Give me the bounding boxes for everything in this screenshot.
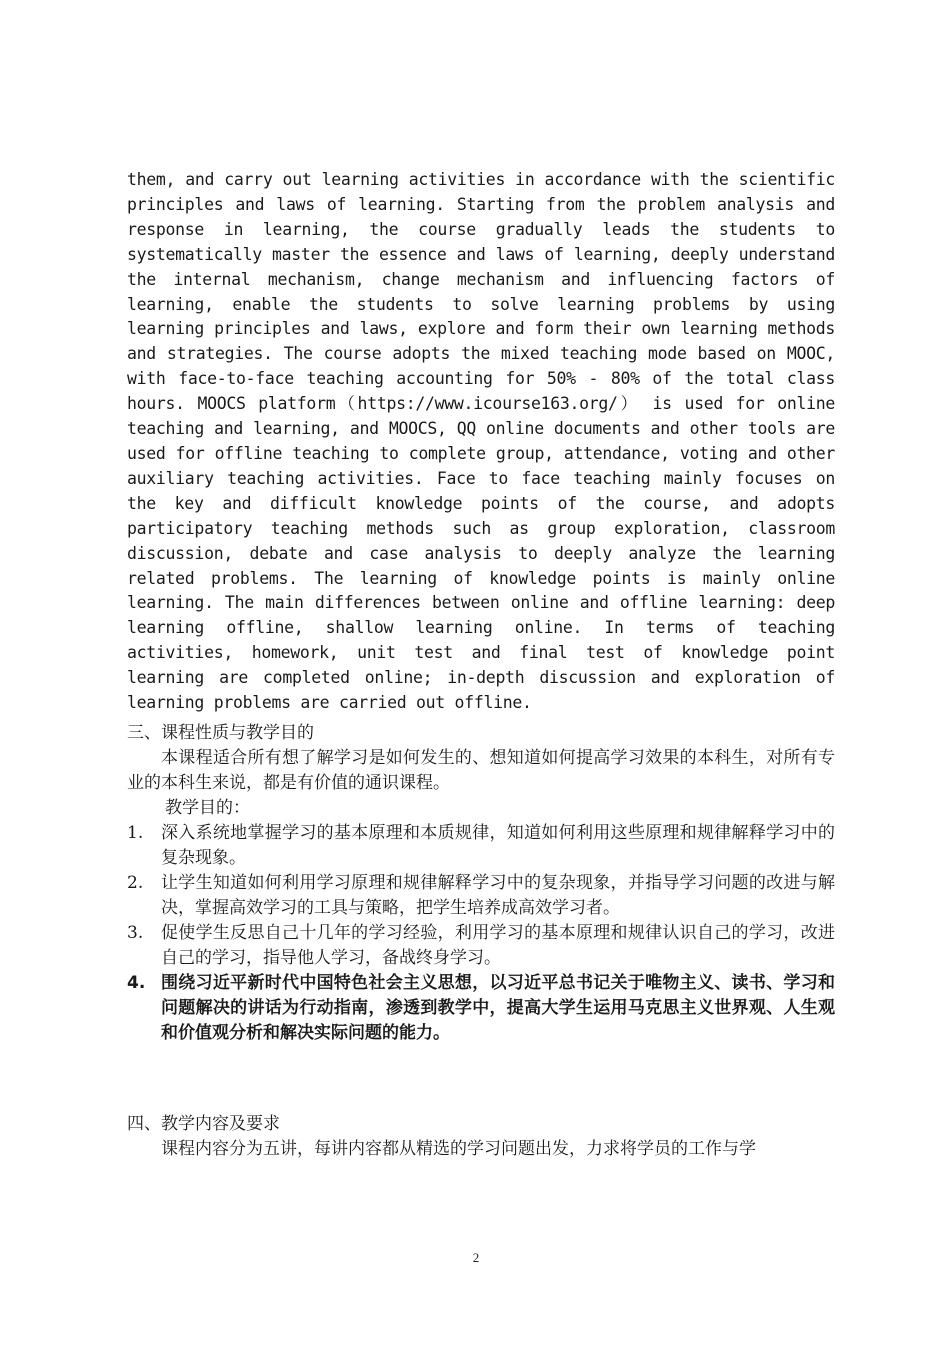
section-course-nature [127,721,835,1046]
goals-list [127,821,835,1046]
section-heading: 四、教学内容及要求 [127,1114,280,1134]
list-item-number: 1. [127,823,144,843]
list-item-text: 围绕习近平新时代中国特色社会主义思想，以习近平总书记关于唯物主义、读书、学习和问题解决的讲话为行动指南，渗透到教学中，提高大学生运用马克思主义世界观、人生观和价值观分析和解决实际问题的能力。 [161,973,835,1043]
english-course-description [127,168,835,716]
list-item-text: 促使学生反思自己十几年的学习经验，利用学习的基本原理和规律认识自己的学习，改进自己的学习，指导他人学习，备战终身学习。 [161,923,835,968]
page-number: 2 [472,1250,480,1265]
list-item-number: 3. [127,923,144,943]
list-item-text: 深入系统地掌握学习的基本原理和本质规律，知道如何利用这些原理和规律解释学习中的复杂现象。 [161,823,835,868]
list-item-text: 让学生知道如何利用学习原理和规律解释学习中的复杂现象，并指导学习问题的改进与解决，掌握高效学习的工具与策略，把学生培养成高效学习者。 [161,873,835,918]
list-item [127,971,835,1046]
list-item-number: 4. [127,973,146,993]
list-item-number: 2. [127,873,144,893]
list-item [127,821,835,871]
list-item [127,921,835,971]
list-item [127,871,835,921]
section-heading: 三、课程性质与教学目的 [127,723,314,743]
section-teaching-content [127,1112,835,1162]
english-paragraph: them, and carry out learning activities in accordance with the scientific principles and laws of learning. Starting from the problem analysis and response in learning, the course gradually leads the students to systematically master the essence and laws of learning, deeply understand the internal mechanism, change mechanism and influencing factors of learning, enable the students to solve learning problems by using learning principles and laws, explore and form their own learning methods and strategies. The course adopts the mixed teaching mode based on MOOC, with face-to-face teaching accounting for 50% - 80% of the total class hours. MOOCS platform（https://www.icourse163.org/） is used for online teaching and learning, and MOOCS, QQ online documents and other tools are used for offline teaching to complete group, attendance, voting and other auxiliary teaching activities. Face to face teaching mainly focuses on the key and difficult knowledge points of the course, and adopts participatory teaching methods such as group exploration, classroom discussion, debate and case analysis to deeply analyze the learning related problems. The learning of knowledge points is mainly online learning. The main differences between online and offline learning: deep learning offline, shallow learning online. In terms of teaching activities, homework, unit test and final test of knowledge point learning are completed online; in-depth discussion and exploration of learning problems are carried out offline. [127,170,835,713]
section-intro: 课程内容分为五讲，每讲内容都从精选的学习问题出发，力求将学员的工作与学 [161,1139,756,1159]
section-intro: 本课程适合所有想了解学习是如何发生的、想知道如何提高学习效果的本科生，对所有专业的本科生来说，都是有价值的通识课程。 [127,748,835,793]
goals-label: 教学目的： [165,798,250,818]
